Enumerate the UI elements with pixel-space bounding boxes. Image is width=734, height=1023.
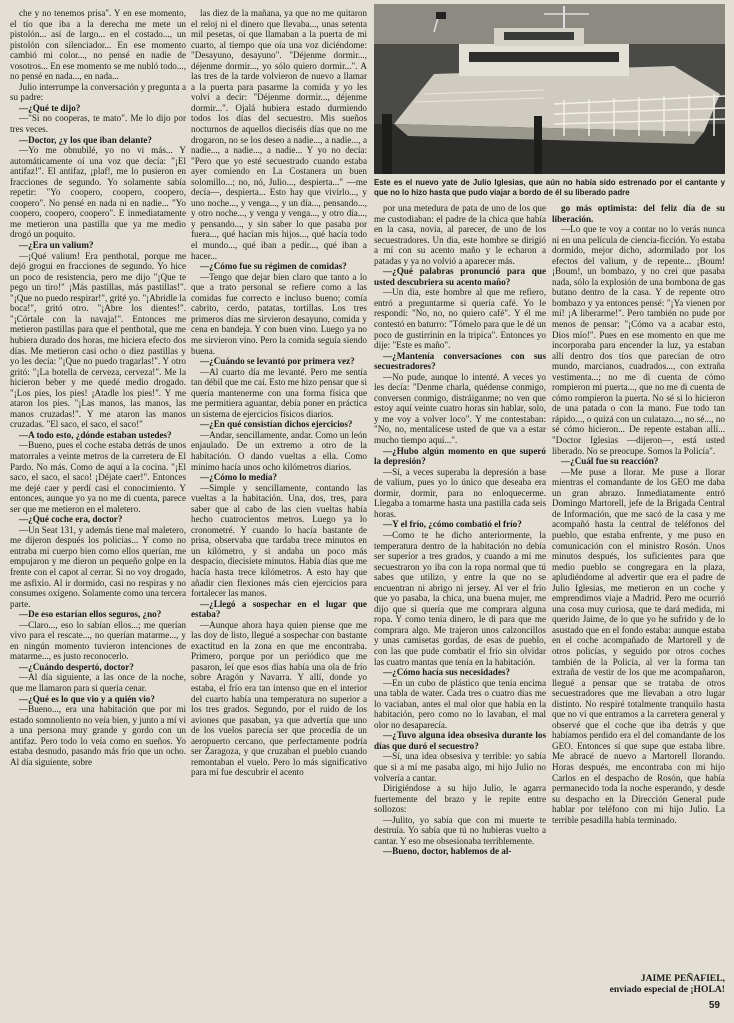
interview-paragraph: —En un cubo de plástico que tenía encima una tabla de water. Cada tres o cuatro días me lo vaciaban, antes el mal olor que había en la habitación, pero como no lo lavaban, el mal olor no desaparecía. bbox=[374, 677, 546, 730]
interview-paragraph: —Sí, a veces superaba la depresión a base de valium, pues yo lo único que deseaba era dormir, dormir, para no enloquecerme. Llegaba a tomarme hasta una pastilla cada seis horas. bbox=[374, 466, 546, 519]
interview-paragraph: Julio interrumpe la conversación y pregunta a su padre: bbox=[10, 81, 186, 103]
interview-question: —Y el frío, ¿cómo combatió el frío? bbox=[383, 519, 522, 530]
interview-paragraph: —Julito, yo sabía que con mi muerte te destruía. Yo sabía que tú no hubieras vuelto a cantar. Y eso me obsesionaba terriblemente. bbox=[374, 814, 546, 846]
yacht-photo bbox=[374, 4, 725, 174]
interview-paragraph: —Tengo que dejar bien claro que tanto a lo que a trato personal se refiere como a las comidas fue correcto e incluso bueno; comía cabrito, cerdo, patatas, tortillas. Los tres primeros días me sirvieron desayuno, comida y cena en bandeja. Y con buen vino. Luego ya no me sirvieron vino. Pero la comida seguía siendo buena. bbox=[191, 271, 367, 356]
article-column-2 bbox=[191, 8, 367, 998]
interview-paragraph: —Yo me obnubilé, yo no vi más... Y automáticamente oí una voz que decía: "¡El antifaz!". El antifaz, ¡plaf!, me lo pusieron en fracciones de segundo. Yo solamente sabía repetir: "Yo coopero, coopero, coopero, coopero". No pensé en nada ni en nadie... "Yo coopero, coopero, coopero". E inmediatamente me metieron una pastilla que ya me medio drogó un poquito. bbox=[10, 145, 186, 240]
interview-paragraph: —No pude, aunque lo intenté. A veces yo les decía: "Denme charla, quédense conmigo, conversen conmigo, distráiganme; no ven que estoy aquí veinte cuatro horas sin hablar, solo, y me voy a volver loco". Y me contestaban: "No, no, mentalícese usted de que va a estar mucho tiempo aquí...". bbox=[374, 371, 546, 446]
interview-question: —¿Cuándo despertó, doctor? bbox=[19, 661, 134, 672]
yacht-illustration bbox=[374, 4, 725, 174]
interview-paragraph: —Al cuarto día me levanté. Pero me sentía tan débil que me caí. Esto me hizo pensar que si quería mantenerme con una forma física que me permitiera aguantar, debía poner en práctica un sistema de ejercicios físicos diarios. bbox=[191, 366, 367, 419]
interview-paragraph: por una metedura de pata de uno de los que me custodiaban: el padre de la chica que había en la casa, novia, al parecer, de uno de los secuestradores. Un día, este hombre se dirigió a mí con su acento maño y le echaron a patadas y ya no volvió a aparecer más. bbox=[374, 203, 546, 266]
author-signature bbox=[590, 973, 725, 995]
interview-paragraph: Dirigiéndose a su hijo Julio, le agarra fuertemente del brazo y le repite entre sollozos: bbox=[374, 783, 546, 815]
interview-paragraph: —Como te he dicho anteriormente, la temperatura dentro de la habitación no debía ser superior a tres grados, y cuando a mí me secuestraron yo iba con la ropa normal que tú sabes que utilizo, y entre la que no se encuentran ni abrigo ni jersey. Al ver el frío que yo pasaba, la chica, una buena mujer, me dijo que si quería que me comprara alguna ropa. Y como tenía dinero, le di para que me comprara algo. Me trajeron unos calzoncillos y unas camisetas gordas, de esas de pueblo, con las que pude combatir el frío sin olvidar las cuatro mantas que tenía en la habitación. bbox=[374, 529, 546, 667]
interview-paragraph: —Claro..., eso lo sabían ellos...; me querían vivo para el rescate..., no querían matarme..., y en ningún momento tuvieron intenciones de matarme..., es justo reconocerlo. bbox=[10, 619, 186, 662]
interview-question: —¿Qué es lo que vio y a quién vio? bbox=[19, 693, 155, 704]
page-number: 59 bbox=[708, 1000, 720, 1011]
interview-question: —¿Qué coche era, doctor? bbox=[19, 514, 123, 525]
interview-paragraph: —"Si no cooperas, te mato". Me lo dijo por tres veces. bbox=[10, 113, 186, 135]
interview-paragraph: —Lo que te voy a contar no lo verás nunca ni en una película de ciencia-ficción. Yo estaba dormido, mejor dicho, adormilado por los efectos del valium, y de repente... ¡Boum! ¡Boum!, un bombazo, y no creí que pasaba nada, sólo la explosión de una bombona de gas butano dentro de la casa. Y de repente otro bombazo y ya entonces pensé: "¡Ya vienen por mí! ¡A liberarme!". Pero también no pude por menos de pensar: "¡Cómo va a acabar esto, Dios mío!". Pues en ese momento en que me incorporaba para encender la luz, ya estaban allí dentro dos tíos que parecían de otro mundo, marcianos, cuadrados..., con extraña vestimenta...; no me di cuenta de cómo rompieron mi puerta..., que no me di cuenta de cómo rompieron la puerta. No sé si lo hicieron de una patada o con la mano. Fue todo tan rápido..., o quizá con un culatazo..., no sé..., no sé cómo hicieron... De repente estaban allí... "Doctor Iglesias —dijeron—, está usted liberado. No se preocupe. Somos la Policía". bbox=[552, 224, 725, 456]
interview-paragraph: che y no tenemos prisa". Y en ese momento, el tío que iba a la derecha me mete un pistolón... así de largo... en el costado..., un pistolón con silenciador... En ese momento cambió mi color..., no pensé en nadie de vosotros... En ese momento se me nubló todo..., no pensé en nada..., en nada... bbox=[10, 8, 186, 82]
interview-paragraph: —Sí, una idea obsesiva y terrible: yo sabía que si a mí me pasaba algo, mi hijo Julio no volvería a cantar. bbox=[374, 751, 546, 783]
interview-question: go más optimista: del feliz día de su liberación. bbox=[552, 203, 725, 224]
interview-paragraph: —Simple y sencillamente, contando las vueltas a la habitación. Una, dos, tres, para saber que al cabo de las cien vueltas había hecho cuatrocientos metros. Luego ya lo cronometré. Y cuando lo hacía bastante de prisa, observaba que tardaba trece minutos en un kilómetro, y si andaba un poco más despacio, diecisiete minutos. Había días que me hacía hasta trece kilómetros. A esto hay que añadir cien flexiones más cien ejercicios para fortalecer las manos. bbox=[191, 482, 367, 599]
interview-question: —De eso estarían ellos seguros, ¿no? bbox=[19, 609, 162, 620]
interview-paragraph: —¡Qué valium! Era penthotal, porque me dejó grogui en fracciones de segundo. Yo hice un poco de resistencia, pero me dijo "¡Que te pego un tiro!" ¡Más pastillas, más pastillas!". "¡Que no puedo respirar!", grité yo. "¡Abridle la boca!", gritó otro. "¡Abre los dientes!". "¡Córtale con la navaja!". Entonces me metieron pastillas para que el penthotal, que me hubiera durado dos horas, me hiciera efecto dos días. Me metieron casi ocho o diez pastillas y yo les decía: "¡Que no puedo tragarlas!". Y otro gritó: "¡La botella de cerveza, cerveza!". Me la hicieron beber y me quedé medio drogado. "¡Los pies, los pies! ¡Atadle los pies!". Y me ataron los pies. "¡Las manos, las manos, las manos cruzadas!". Y me ataron las manos cruzadas. "El saco, el saco, el saco!" bbox=[10, 250, 186, 430]
interview-paragraph: —Andar, sencillamente, andar. Como un león enjaulado. De un extremo a otro de la habitación. O dando vueltas a ella. Como mínimo hacía unos ocho kilómetros diarios. bbox=[191, 429, 367, 472]
article-column-4 bbox=[552, 203, 725, 993]
interview-paragraph: las diez de la mañana, ya que no me quitaron el reloj ni el dinero que llevaba..., unas setenta mil pesetas, oí que llamaban a la puerta de mi cuarto, al tiempo que oía una voz diciéndome: "Desayuno, desayuno". "Déjenme dormir..., déjenme dormir..., yo sólo quiero dormir...". A las tres de la tarde volvieron de nuevo a llamar a la puerta para pasarme la comida y yo les volví a decir: "Déjenme dormir..., déjenme dormir...". Ojalá hubiera estado durmiendo todos los días del secuestro. Mis sueños nocturnos de aquellos dieciséis días que no me drogaron, no se los deseo a nadie..., a nadie..., a nadie..., a nadie..., a nadie... Y yo no decía: "Pero que yo esté secuestrado cuando estaba ayer comiendo en La Costanera un buen solomillo...; no, nó, Julio..., despierta..." —me decía—, despierta... Esto hay que vivirlo..., y uno noche..., y venga..., y un día..., pensando..., y otro noche..., y venga y venga..., y otro día..., y pensando..., y sin saber lo que pasaba por fuera..., qué hacían mis hijos..., qué hacía todo el mundo..., qué iban a pedir..., qué iban a hacer... bbox=[191, 8, 367, 261]
interview-question: —¿Llegó a sospechar en el lugar que estaba? bbox=[191, 598, 367, 620]
interview-question: —¿Cómo fue su régimen de comidas? bbox=[200, 261, 347, 272]
author-role: enviado especial de ¡HOLA! bbox=[609, 984, 725, 995]
interview-question: —¿Cómo hacía sus necesidades? bbox=[383, 667, 510, 678]
interview-question: —¿Cuál fue su reacción? bbox=[561, 456, 659, 467]
interview-question: —¿Qué palabras pronunció para que usted descubriera su acento maño? bbox=[374, 266, 546, 287]
interview-question: —¿Cómo lo medía? bbox=[200, 472, 278, 483]
interview-question: —¿Era un valium? bbox=[19, 240, 94, 251]
interview-paragraph: —Me puse a llorar. Me puse a llorar mientras el comandante de los GEO me daba un gran abrazo. Inmediatamente entró Domingo Martorell, jefe de la Brigada Central de Información, que me sacó de la casa y me acompañó hasta la central de teléfonos del pueblo, que estaba enfrente, y me puso en comunicación con el ministro Rosón. Unos minutos después, los suficientes para que medio pueblo se congregara en la plaza, apludiéndome al advertir que era el padre de Julio Iglesias, me metieron en un coche y emprendimos viaje a Madrid. Pero me ocurrió una cosa muy curiosa, que te dará medida, mi querido Jaime, de lo que yo he sufrido y de lo asustado que en el fondo estaba: aunque estaba en el coche acompañado de Martorell y de otros policías, y seguido por otros coches también de la Policía, al ver la forma tan extraña de vestir de los que me acompañaron, llegué a pensar que se trataba de otros secuestradores que me llevaban a otro lugar distinto. No respiré totalmente tranquilo hasta que no vi que entramos a la carretera general y observé que el coche que iba detrás y que habíamos perdido era el del comandante de los GEO. Entonces sí que supe que estaba libre. Me abracé de nuevo a Martorell llorando. Horas después, me encontraba con mi hijo Carlos en el despacho de Rosón, que había permanecido toda la noche esperando, y desde su despacho en la Dirección General pude hablar por teléfono con mi hijo Julio. La terrible pesadilla había terminado. bbox=[552, 466, 725, 825]
author-name: JAIME PEÑAFIEL, bbox=[640, 973, 725, 984]
interview-question: —A todo esto, ¿dónde estaban ustedes? bbox=[19, 429, 172, 440]
interview-paragraph: —Bueno, pues el coche estaba detrás de unos matorrales a veinte metros de la carretera de El Pardo. No más. Como de aquí a la cocina. "¡El saco, el saco, el saco! ¡Déjate caer!". Entonces me dejé caer y perdí casi el conocimiento. Y entonces, aunque yo ya no me di cuenta, parece ser que me metieron en el maletero. bbox=[10, 440, 186, 514]
interview-paragraph: —Aunque ahora haya quien piense que me las doy de listo, llegué a sospechar con bastante exactitud en la zona en que me encontraba. Primero, porque por un periódico que me pasaron, leí que esos días había una ola de frío sobre Aragón y Navarra. Y allí, donde yo estaba, el frío era tan intenso que en el interior del cuarto había una temperatura no superior a los tres grados. Segundo, por el ruido de los aviones que pasaban, ya que advertía que uno de los vuelos parecía ser que procedía de un aeropuerto cercano, que perfectamente podría ser Zaragoza, y que cruzaban el pueblo cuando remontaban el vuelo. Pero lo más significativo para mí fue descubrir el acento bbox=[191, 619, 367, 778]
interview-paragraph: —Un Seat 131, y además tiene mal maletero, me dijeron después los policías... Y como no entraba mi cuerpo bien como ellos querían, me empujaron y me dieron un pequeño golpe en la frente con el capot al cerrar. Si no voy drogado, me asfixio. Al ir dormido, casi no respiras y no consumes oxígeno. Solamente como una tercera parte. bbox=[10, 524, 186, 609]
interview-paragraph: —Un día, este hombre al que me refiero, entró a preguntarme si quería café. Yo le respondí: "No, no, no quiero café". Y él me contestó en baturro: "Tómelo para que le dé un poco de gustirrinín en la tripica". Entonces yo dije: "Este es maño". bbox=[374, 287, 546, 351]
interview-question: —¿Tuvo alguna idea obsesiva durante los días que duró el secuestro? bbox=[374, 730, 546, 751]
interview-question: —Bueno, doctor, hablemos de al- bbox=[383, 846, 512, 857]
photo-caption: Este es el nuevo yate de Julio Iglesias, que aún no había sido estrenado por el cantante y que no lo hizo hasta que pudo viajar a bordo de él su liberado padre bbox=[374, 178, 725, 197]
interview-question: —¿En qué consistían dichos ejercicios? bbox=[200, 419, 353, 430]
interview-question: —Doctor, ¿y los que iban delante? bbox=[19, 134, 152, 145]
interview-question: —¿Mantenía conversaciones con sus secuestradores? bbox=[374, 350, 546, 372]
article-column-1 bbox=[10, 8, 186, 998]
interview-paragraph: —Bueno..., era una habitación que por mi estado somnoliento no veía bien, y junto a mí vi a una persona muy grande y gordo con un antifaz. Pero todo lo veía como en sueños. Yo estaba desnudo, pasando más frío que un ocho. Al día siguiente, sobre bbox=[10, 704, 186, 767]
interview-question: —¿Hubo algún momento en que superó la depresión? bbox=[374, 445, 546, 467]
interview-question: —¿Qué te dijo? bbox=[19, 102, 81, 113]
interview-paragraph: —Al día siguiente, a las once de la noche, que me llamaron para si quería cenar. bbox=[10, 672, 186, 693]
article-column-3 bbox=[374, 203, 546, 993]
interview-question: —¿Cuándo se levantó por primera vez? bbox=[200, 356, 355, 367]
